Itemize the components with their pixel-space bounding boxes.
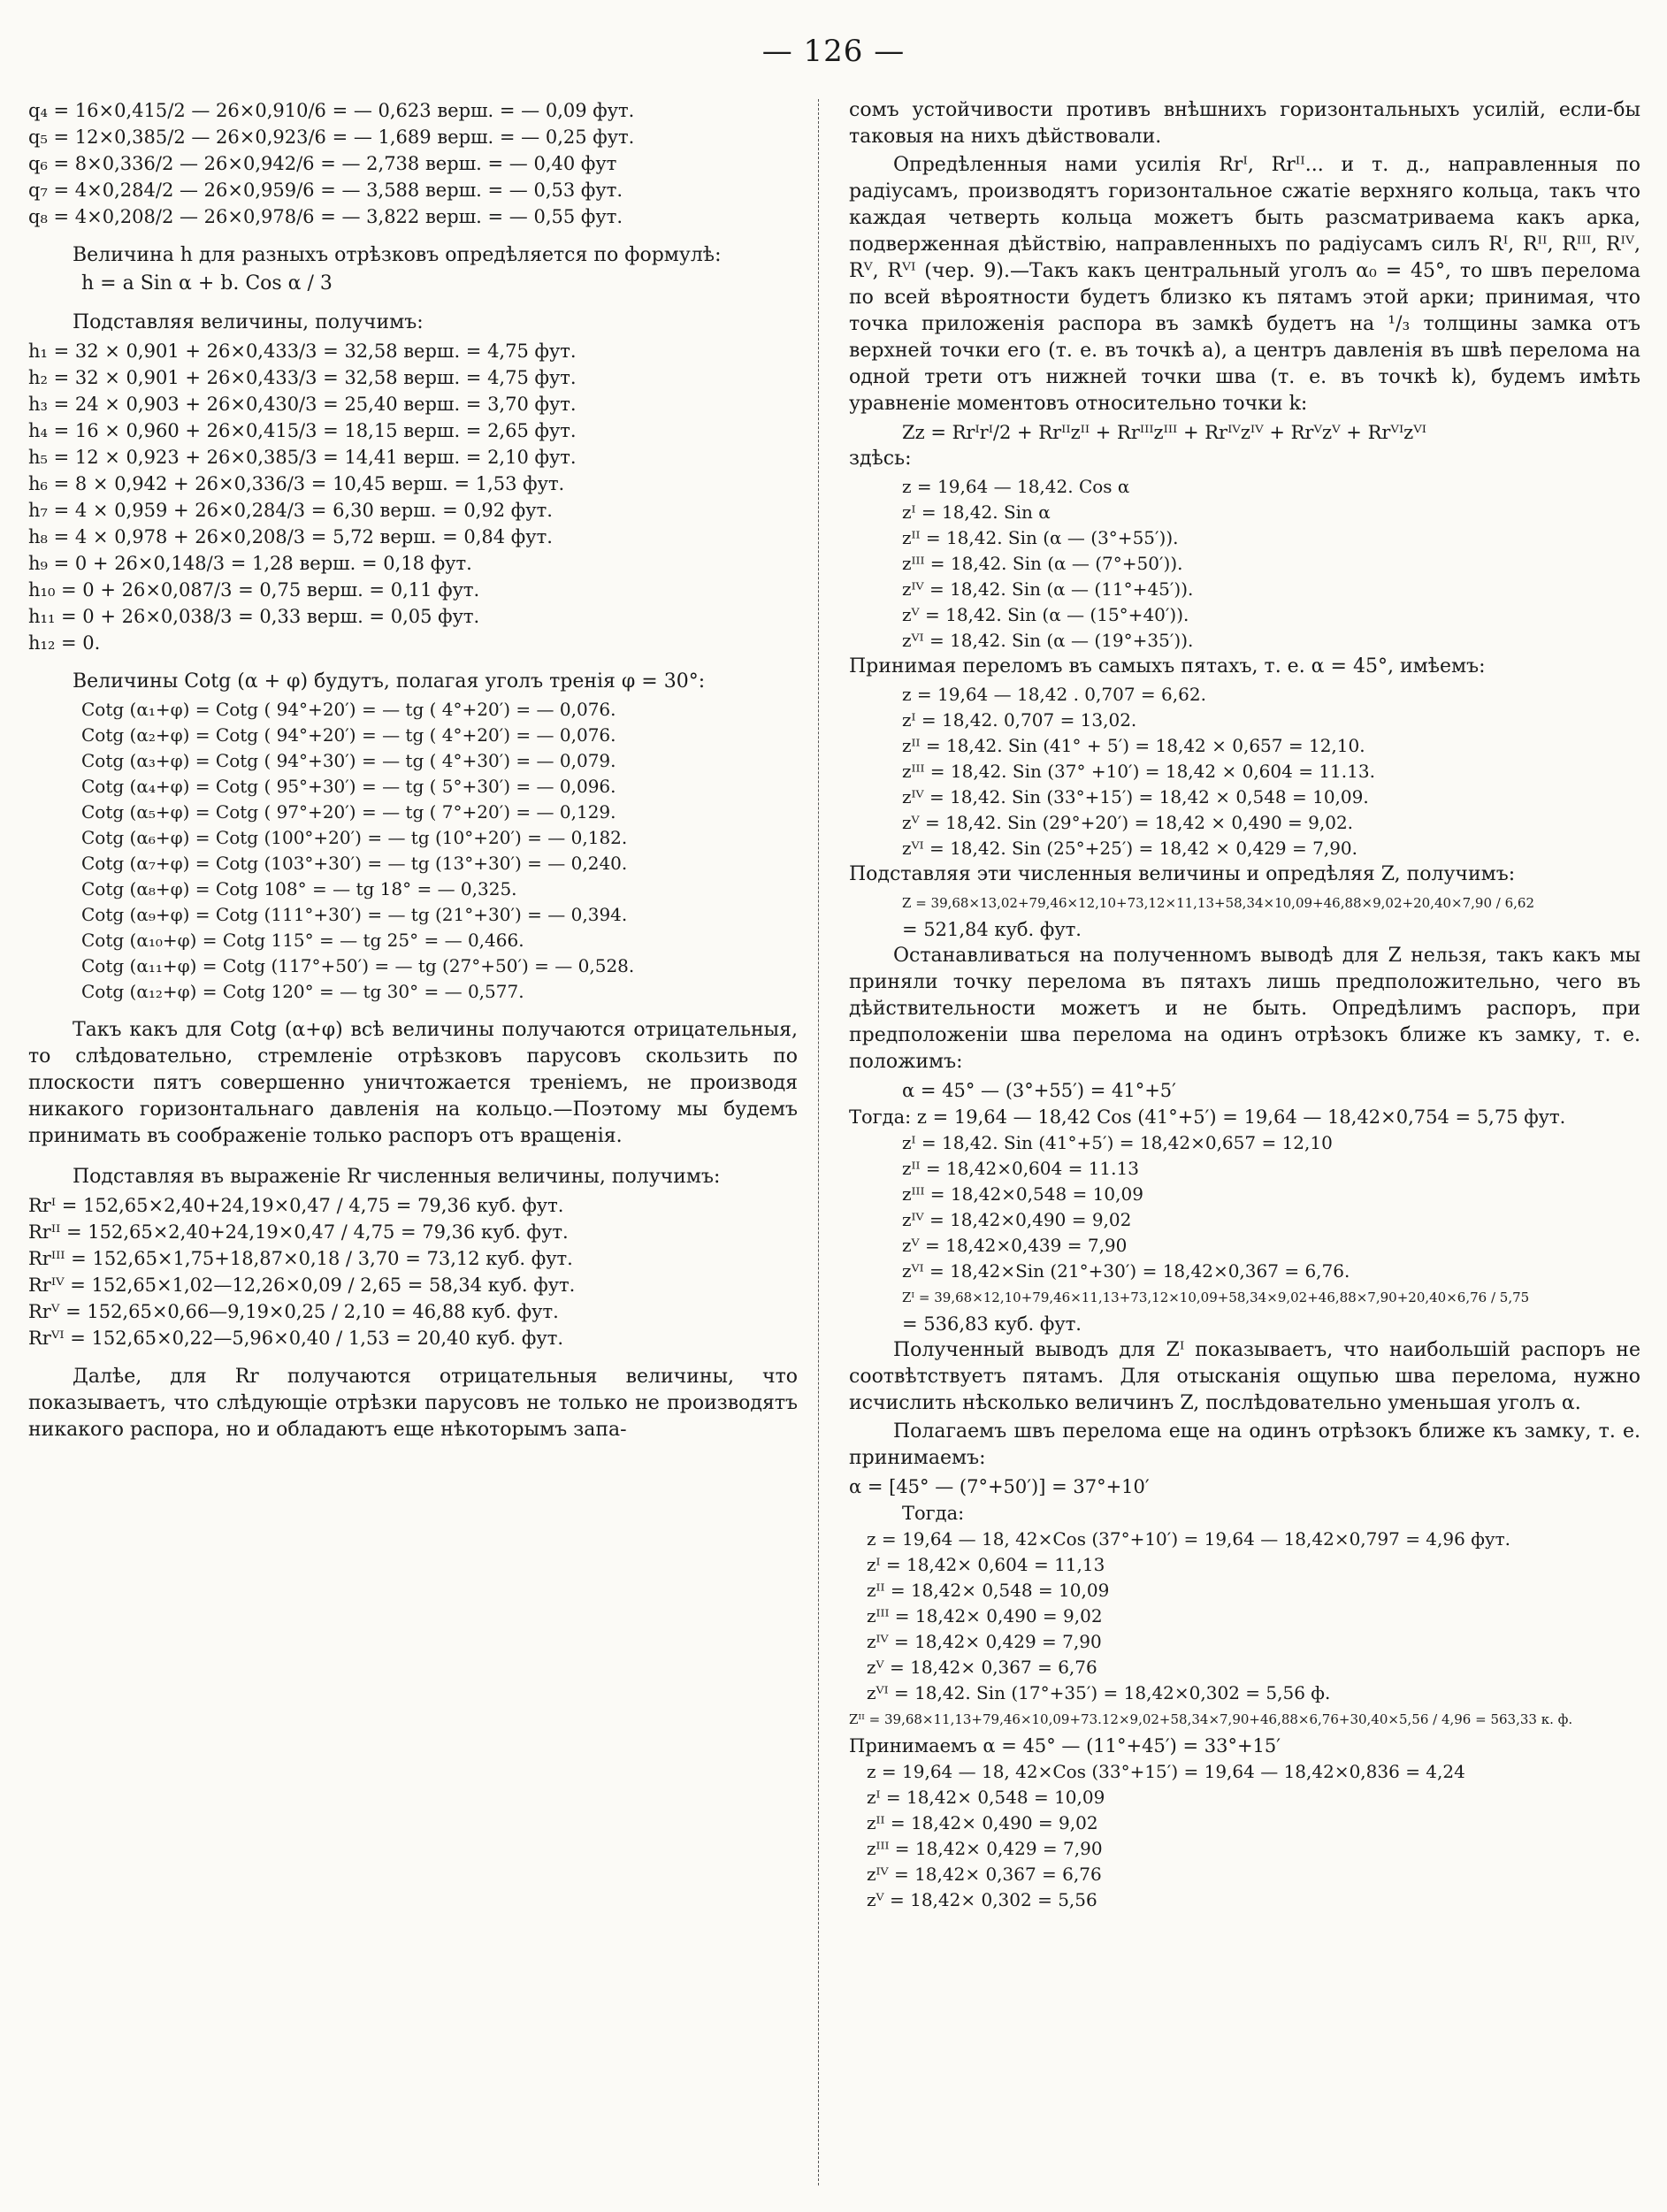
stability-paragraph: сомъ устойчивости противъ внѣшнихъ горизонтальныхъ усилій, если-бы таковыя на нихъ дѣйствовали. bbox=[849, 99, 1640, 148]
cotg-line: Cotg (α₈+φ) = Cotg 108° = — tg 18° = — 0,325. bbox=[81, 878, 517, 899]
h-line: h₇ = 4 × 0,959 + 26×0,284/3 = 6,30 верш. = 0,92 фут. bbox=[28, 500, 553, 521]
h-line: h₉ = 0 + 26×0,148/3 = 1,28 верш. = 0,18 фут. bbox=[28, 553, 472, 574]
z-line: z = 19,64 — 18,42. Cos α bbox=[902, 476, 1130, 497]
cotg-line: Cotg (α₇+φ) = Cotg (103°+30′) = — tg (13°+30′) = — 0,240. bbox=[81, 853, 628, 874]
z2-line: zᴵ = 18,42. Sin (41°+5′) = 18,42×0,657 = 12,10 bbox=[902, 1132, 1333, 1153]
right-column bbox=[849, 97, 1640, 2194]
z4-line: zⱽ = 18,42× 0,302 = 5,56 bbox=[867, 1889, 1097, 1910]
z-general-equations bbox=[849, 474, 1640, 654]
cotg-line: Cotg (α₁+φ) = Cotg ( 94°+20′) = — tg ( 4°+20′) = — 0,076. bbox=[81, 699, 616, 720]
z3-line: zᴵᴵ = 18,42× 0,548 = 10,09 bbox=[867, 1580, 1110, 1601]
left-column bbox=[28, 97, 798, 2194]
z3-line: zⱽ = 18,42× 0,367 = 6,76 bbox=[867, 1657, 1097, 1678]
q-line: q₆ = 8×0,336/2 — 26×0,942/6 = — 2,738 верш. = — 0,40 фут bbox=[28, 153, 617, 174]
z-line: zⱽᴵ = 18,42. Sin (α — (19°+35′)). bbox=[902, 630, 1194, 651]
z45-line: zᴵᴵᴵ = 18,42. Sin (37° +10′) = 18,42 × 0,604 = 11.13. bbox=[902, 761, 1375, 782]
z-line: zᴵⱽ = 18,42. Sin (α — (11°+45′)). bbox=[902, 578, 1194, 600]
rr-equations bbox=[28, 1192, 798, 1351]
h-line: h₈ = 4 × 0,978 + 26×0,208/3 = 5,72 верш. = 0,84 фут. bbox=[28, 526, 553, 547]
rr-line: Rrᴵⱽ = 152,65×1,02—12,26×0,09 / 2,65 = 58,34 куб. фут. bbox=[28, 1274, 576, 1296]
z45-line: zᴵⱽ = 18,42. Sin (33°+15′) = 18,42 × 0,548 = 10,09. bbox=[902, 786, 1369, 807]
z3-equations bbox=[849, 1527, 1640, 1706]
ring-paragraph: Опредѣленныя нами усилія Rrᴵ, Rrᴵᴵ... и т. д., направленныя по радіусамъ, производятъ горизонтальное сжатіе верхняго кольца, такъ что каждая четверть кольца можетъ быть разсматриваема какъ арка, подверженная дѣйствію, направленныхъ по радіусамъ силъ Rᴵ, Rᴵᴵ, Rᴵᴵᴵ, Rᴵⱽ, Rⱽ, Rⱽᴵ (чер. 9).—Такъ какъ центральный уголъ α₀ = 45°, то швъ перелома по всей вѣроятности будетъ близко къ пятамъ этой арки; принимая, что точка приложенія распора въ замкѣ будетъ на ¹/₃ толщины замка отъ верхней точки его (т. е. въ точкѣ a), а центръ давленія въ швѣ перелома на одной трети отъ нижней точки шва (т. е. въ точкѣ k), будемъ имѣть уравненіе моментовъ относительно точки k: bbox=[849, 154, 1640, 415]
z3-line: z = 19,64 — 18, 42×Cos (37°+10′) = 19,64 — 18,42×0,797 = 4,96 фут. bbox=[867, 1528, 1511, 1550]
rr-intro: Подставляя въ выраженіе Rr численныя величины, получимъ: bbox=[73, 1166, 721, 1188]
z45-equations bbox=[849, 682, 1640, 861]
z-line: zⱽ = 18,42. Sin (α — (15°+40′)). bbox=[902, 604, 1189, 625]
z2-line: zⱽ = 18,42×0,439 = 7,90 bbox=[902, 1235, 1128, 1256]
cotg-line: Cotg (α₃+φ) = Cotg ( 94°+30′) = — tg ( 4°+30′) = — 0,079. bbox=[81, 750, 616, 771]
cotg-intro: Величины Cotg (α + φ) будутъ, полагая уголъ тренія φ = 30°: bbox=[73, 670, 706, 693]
cotg-line: Cotg (α₆+φ) = Cotg (100°+20′) = — tg (10°+20′) = — 0,182. bbox=[81, 827, 628, 848]
subst-z-label: Подставляя эти численныя величины и опредѣляя Z, получимъ: bbox=[849, 863, 1516, 885]
z3-line: zᴵᴵᴵ = 18,42× 0,490 = 9,02 bbox=[867, 1605, 1103, 1626]
negative-rr-paragraph: Далѣе, для Rr получаются отрицательныя величины, что показываетъ, что слѣдующіе отрѣзки парусовъ не только не производятъ никакого распора, но и обладаютъ еще нѣкоторымъ запа- bbox=[28, 1366, 798, 1441]
h-line: h₁₀ = 0 + 26×0,087/3 = 0,75 верш. = 0,11 фут. bbox=[28, 579, 480, 601]
z-line: zᴵᴵ = 18,42. Sin (α — (3°+55′)). bbox=[902, 527, 1179, 548]
z2-equations bbox=[849, 1130, 1640, 1284]
z2-line: zᴵᴵ = 18,42×0,604 = 11.13 bbox=[902, 1158, 1139, 1179]
cotg-line: Cotg (α₁₂+φ) = Cotg 120° = — tg 30° = — 0,577. bbox=[81, 981, 524, 1002]
h-line: h₂ = 32 × 0,901 + 26×0,433/3 = 32,58 верш. = 4,75 фут. bbox=[28, 367, 577, 388]
rr-line: Rrᴵ = 152,65×2,40+24,19×0,47 / 4,75 = 79,36 куб. фут. bbox=[28, 1195, 564, 1216]
z1-result: = 521,84 куб. фут. bbox=[902, 919, 1082, 940]
z3-line: zᴵⱽ = 18,42× 0,429 = 7,90 bbox=[867, 1631, 1102, 1652]
rr-line: Rrⱽ = 152,65×0,66—9,19×0,25 / 2,10 = 46,88 куб. фут. bbox=[28, 1301, 559, 1322]
zdes-label: здѣсь: bbox=[849, 448, 912, 470]
next-segment-paragraph: Полагаемъ швъ перелома еще на одинъ отрѣзокъ ближе къ замку, т. е. принимаемъ: bbox=[849, 1420, 1640, 1469]
z4-line: zᴵ = 18,42× 0,548 = 10,09 bbox=[867, 1787, 1105, 1808]
cotg-line: Cotg (α₁₀+φ) = Cotg 115° = — tg 25° = — 0,466. bbox=[81, 930, 524, 951]
moment-equation: Zz = Rrᴵrᴵ/2 + Rrᴵᴵzᴵᴵ + Rrᴵᴵᴵzᴵᴵᴵ + Rrᴵⱽzᴵⱽ + Rrⱽzⱽ + Rrⱽᴵzⱽᴵ bbox=[902, 422, 1427, 443]
alpha-3: α = [45° — (7°+50′)] = 37°+10′ bbox=[849, 1476, 1150, 1497]
z-line: zᴵᴵᴵ = 18,42. Sin (α — (7°+50′)). bbox=[902, 553, 1183, 574]
cotg-line: Cotg (α₄+φ) = Cotg ( 95°+30′) = — tg ( 5°+30′) = — 0,096. bbox=[81, 776, 616, 797]
alpha-4: Принимаемъ α = 45° — (11°+45′) = 33°+15′ bbox=[849, 1735, 1281, 1757]
h-line: h₄ = 16 × 0,960 + 26×0,415/3 = 18,15 верш. = 2,65 фут. bbox=[28, 420, 577, 441]
h-line: h₁₁ = 0 + 26×0,038/3 = 0,33 верш. = 0,05 фут. bbox=[28, 606, 480, 627]
q-line: q₄ = 16×0,415/2 — 26×0,910/6 = — 0,623 верш. = — 0,09 фут. bbox=[28, 100, 635, 121]
h-line: h₅ = 12 × 0,923 + 26×0,385/3 = 14,41 верш. = 2,10 фут. bbox=[28, 447, 577, 468]
rr-line: Rrⱽᴵ = 152,65×0,22—5,96×0,40 / 1,53 = 20,40 куб. фут. bbox=[28, 1328, 563, 1349]
stop-paragraph: Останавливаться на полученномъ выводѣ для Z нельзя, такъ какъ мы приняли точку перелома въ пятахъ лишь предположительно, чего въ дѣйствительности можетъ и не быть. Опредѣлимъ распоръ, при предположеніи шва перелома на одинъ отрѣзокъ ближе къ замку, т. е. положимъ: bbox=[849, 945, 1640, 1073]
z2-result: = 536,83 куб. фут. bbox=[902, 1313, 1082, 1335]
cotg-line: Cotg (α₂+φ) = Cotg ( 94°+20′) = — tg ( 4°+20′) = — 0,076. bbox=[81, 724, 616, 746]
q-line: q₈ = 4×0,208/2 — 26×0,978/6 = — 3,822 верш. = — 0,55 фут. bbox=[28, 206, 623, 227]
z3-line: zᴵ = 18,42× 0,604 = 11,13 bbox=[867, 1554, 1105, 1575]
z4-equations bbox=[849, 1759, 1640, 1913]
cotg-line: Cotg (α₉+φ) = Cotg (111°+30′) = — tg (21°+30′) = — 0,394. bbox=[81, 904, 628, 925]
z2-line: zᴵᴵᴵ = 18,42×0,548 = 10,09 bbox=[902, 1183, 1143, 1205]
z4-line: zᴵⱽ = 18,42× 0,367 = 6,76 bbox=[867, 1864, 1102, 1885]
column-divider bbox=[818, 99, 819, 2185]
z1-equation: Z = 39,68×13,02+79,46×12,10+73,12×11,13+58,34×10,09+46,88×9,02+20,40×7,90 / 6,62 bbox=[902, 895, 1534, 911]
z2-equation: Zᴵ = 39,68×12,10+79,46×11,13+73,12×10,09+58,34×9,02+46,88×7,90+20,40×6,76 / 5,75 bbox=[902, 1290, 1530, 1305]
q-line: q₇ = 4×0,284/2 — 26×0,959/6 = — 3,588 верш. = — 0,53 фут. bbox=[28, 180, 623, 201]
togda-1: Тогда: z = 19,64 — 18,42 Cos (41°+5′) = 19,64 — 18,42×0,754 = 5,75 фут. bbox=[849, 1106, 1566, 1128]
alpha-2: α = 45° — (3°+55′) = 41°+5′ bbox=[902, 1080, 1176, 1101]
h-intro: Величина h для разныхъ отрѣзковъ опредѣляется по формулѣ: bbox=[73, 244, 722, 266]
z45-line: z = 19,64 — 18,42 . 0,707 = 6,62. bbox=[902, 684, 1206, 705]
h-line: h₃ = 24 × 0,903 + 26×0,430/3 = 25,40 верш. = 3,70 фут. bbox=[28, 394, 577, 415]
z-line: zᴵ = 18,42. Sin α bbox=[902, 501, 1051, 523]
cotg-line: Cotg (α₁₁+φ) = Cotg (117°+50′) = — tg (27°+50′) = — 0,528. bbox=[81, 955, 635, 976]
page-number: — 126 — bbox=[761, 34, 906, 69]
z3-line: zⱽᴵ = 18,42. Sin (17°+35′) = 18,42×0,302 = 5,56 ф. bbox=[867, 1682, 1331, 1703]
z2-line: zᴵⱽ = 18,42×0,490 = 9,02 bbox=[902, 1209, 1132, 1230]
z45-line: zⱽ = 18,42. Sin (29°+20′) = 18,42 × 0,490 = 9,02. bbox=[902, 812, 1354, 833]
togda-2: Тогда: bbox=[902, 1503, 965, 1524]
cotg-equations bbox=[28, 697, 798, 1005]
z45-line: zᴵᴵ = 18,42. Sin (41° + 5′) = 18,42 × 0,657 = 12,10. bbox=[902, 735, 1365, 756]
h-equations bbox=[28, 338, 798, 656]
h-formula: h = a Sin α + b. Cos α / 3 bbox=[81, 272, 333, 295]
h-line: h₁ = 32 × 0,901 + 26×0,433/3 = 32,58 верш. = 4,75 фут. bbox=[28, 341, 577, 362]
z2-line: zⱽᴵ = 18,42×Sin (21°+30′) = 18,42×0,367 = 6,76. bbox=[902, 1260, 1350, 1282]
z45-line: zⱽᴵ = 18,42. Sin (25°+25′) = 18,42 × 0,429 = 7,90. bbox=[902, 838, 1357, 859]
z45-line: zᴵ = 18,42. 0,707 = 13,02. bbox=[902, 709, 1137, 731]
z4-line: z = 19,64 — 18, 42×Cos (33°+15′) = 19,64 — 18,42×0,836 = 4,24 bbox=[867, 1761, 1465, 1782]
h-line: h₁₂ = 0. bbox=[28, 632, 101, 654]
rr-line: Rrᴵᴵᴵ = 152,65×1,75+18,87×0,18 / 3,70 = 73,12 куб. фут. bbox=[28, 1248, 573, 1269]
cotg-line: Cotg (α₅+φ) = Cotg ( 97°+20′) = — tg ( 7°+20′) = — 0,129. bbox=[81, 801, 616, 823]
q-line: q₅ = 12×0,385/2 — 26×0,923/6 = — 1,689 верш. = — 0,25 фут. bbox=[28, 126, 635, 148]
z4-line: zᴵᴵᴵ = 18,42× 0,429 = 7,90 bbox=[867, 1838, 1103, 1859]
max-thrust-paragraph: Полученный выводъ для Zᴵ показываетъ, что наибольшій распоръ не соотвѣтствуетъ пятамъ. Для отысканія ощупью шва перелома, нужно исчислить нѣсколько величинъ Z, послѣдовательно уменьшая уголъ α. bbox=[849, 1339, 1640, 1414]
q-equations bbox=[28, 97, 798, 230]
friction-paragraph: Такъ какъ для Cotg (α+φ) всѣ величины получаются отрицательныя, то слѣдовательно, стремленіе отрѣзковъ парусовъ скользить по плоскости пятъ совершенно уничтожается треніемъ, не производя никакого горизонтальнаго давленія на кольцо.—Поэтому мы будемъ принимать въ соображеніе только распоръ отъ вращенія. bbox=[28, 1019, 798, 1147]
z4-line: zᴵᴵ = 18,42× 0,490 = 9,02 bbox=[867, 1812, 1098, 1833]
z3-equation: Zᴵᴵ = 39,68×11,13+79,46×10,09+73.12×9,02+58,34×7,90+46,88×6,76+30,40×5,56 / 4,96 = 563,33 к. ф. bbox=[849, 1711, 1573, 1727]
rr-line: Rrᴵᴵ = 152,65×2,40+24,19×0,47 / 4,75 = 79,36 куб. фут. bbox=[28, 1221, 569, 1243]
h-line: h₆ = 8 × 0,942 + 26×0,336/3 = 10,45 верш. = 1,53 фут. bbox=[28, 473, 565, 494]
subst-intro: Подставляя величины, получимъ: bbox=[73, 311, 424, 333]
assume-45-label: Принимая переломъ въ самыхъ пятахъ, т. е. α = 45°, имѣемъ: bbox=[849, 655, 1486, 677]
